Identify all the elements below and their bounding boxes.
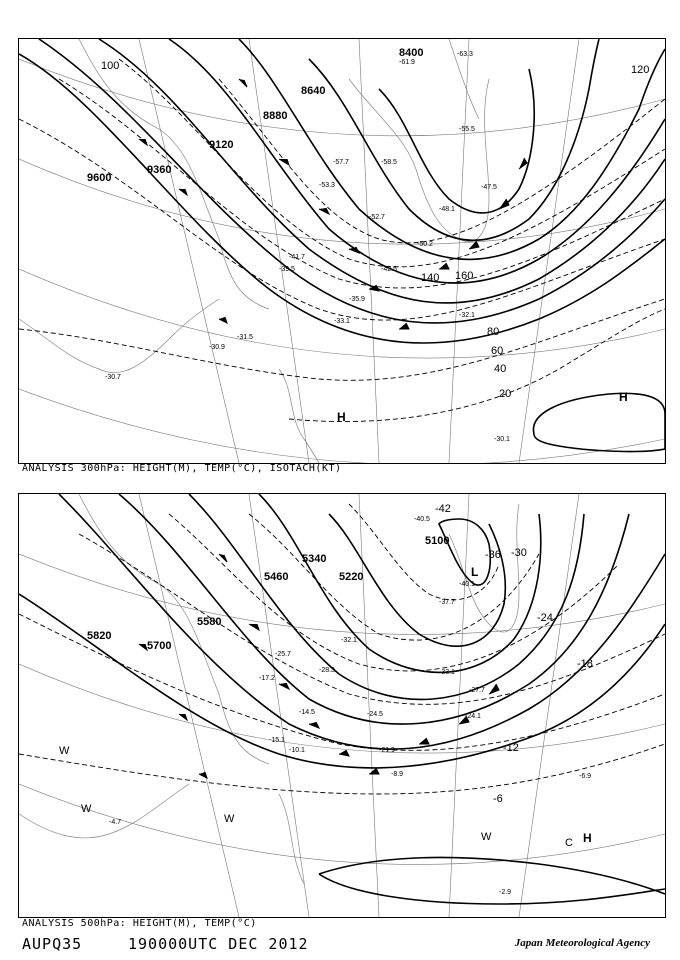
isotach-label-60: 60: [491, 345, 504, 357]
temperature-label: -50.2: [417, 241, 433, 248]
isotach-label-80: 80: [487, 326, 500, 338]
height-label-9120: 9120: [209, 139, 234, 151]
height-label-8640: 8640: [301, 85, 326, 97]
temperature-label: -21.9: [379, 747, 395, 754]
isotach-label-100: 100: [101, 60, 120, 72]
temperature-label: -40.5: [414, 516, 430, 523]
isotherm-label-m18: -18: [577, 658, 593, 670]
temperature-label: -8.9: [391, 771, 404, 778]
caption-500hpa: ANALYSIS 500hPa: HEIGHT(M), TEMP(°C): [22, 918, 257, 929]
map-500hpa-canvas: [19, 494, 665, 917]
height-label-9360: 9360: [147, 164, 172, 176]
warm-marker: W: [224, 813, 235, 825]
wind-barbs: [139, 554, 499, 778]
temperature-label: -6.9: [579, 773, 592, 780]
temperature-label: -27.7: [469, 687, 485, 694]
isotherm-label-m42: -42: [435, 503, 451, 515]
isotherm-labels-500: [435, 503, 593, 805]
temperature-label: -32.1: [341, 637, 357, 644]
isotherm-label-m30: -30: [511, 547, 527, 559]
isotherm-label-m24: -24: [537, 612, 553, 624]
height-label-8880: 8880: [263, 110, 288, 122]
height-label-9600: 9600: [87, 172, 112, 184]
isotach-label-20: 20: [499, 388, 512, 400]
temperature-label: -40.1: [459, 581, 475, 588]
temperature-label: -14.5: [299, 709, 315, 716]
temperature-label: -37.7: [439, 599, 455, 606]
temperature-label: -33.1: [334, 318, 350, 325]
high-pressure-marker: H: [337, 410, 346, 424]
wind-barbs: [139, 79, 527, 329]
temperature-label: -33.1: [439, 669, 455, 676]
low-pressure-marker: L: [471, 565, 479, 579]
temperature-label: -47.5: [481, 184, 497, 191]
isotach-label-160: 160: [455, 270, 474, 282]
isotherm-label-m12: -12: [503, 742, 519, 754]
analysis-500hpa-map: [18, 493, 666, 918]
isotach-label-40: 40: [494, 363, 507, 375]
temperature-label: -32.1: [459, 312, 475, 319]
warm-marker: W: [481, 831, 492, 843]
temperature-label: -53.3: [319, 182, 335, 189]
temperature-label: -31.5: [237, 334, 253, 341]
warm-marker: W: [81, 803, 92, 815]
temperature-label: -48.1: [439, 206, 455, 213]
temperature-label: -28.3: [319, 667, 335, 674]
isotherm-label-m6: -6: [493, 793, 503, 805]
isotach-label-140: 140: [421, 272, 440, 284]
temperature-label: -35.9: [349, 296, 365, 303]
height-label-8400: 8400: [399, 47, 424, 59]
temperature-label: -25.7: [275, 651, 291, 658]
height-label-5700: 5700: [147, 640, 172, 652]
height-label-5580: 5580: [197, 616, 222, 628]
temperature-label: -10.1: [289, 747, 305, 754]
warm-marker: W: [59, 745, 70, 757]
temperature-label: -17.2: [259, 675, 275, 682]
temperature-label: -42.5: [381, 266, 397, 273]
temperature-label: -39.5: [279, 266, 295, 273]
temperature-label: -57.7: [333, 159, 349, 166]
map-300hpa-canvas: [19, 39, 665, 463]
high-pressure-marker: H: [583, 831, 592, 845]
valid-time: 190000UTC DEC 2012: [128, 935, 309, 953]
temperature-label: -2.9: [499, 889, 512, 896]
temperature-label: -41.7: [289, 254, 305, 261]
temperature-label: -61.9: [399, 59, 415, 66]
agency-name: Japan Meteorological Agency: [514, 937, 650, 949]
temperature-label: -63.3: [457, 51, 473, 58]
temperature-label: -15.1: [269, 737, 285, 744]
height-label-5460: 5460: [264, 571, 289, 583]
height-contours: [19, 39, 665, 451]
height-label-5340: 5340: [302, 553, 327, 565]
chart-code: AUPQ35: [22, 935, 83, 953]
temperature-label: -24.5: [367, 711, 383, 718]
graticule: [19, 494, 665, 917]
isotherm-label-m36: -36: [485, 549, 501, 561]
high-pressure-marker: H: [619, 390, 628, 404]
cold-center-marker: C: [565, 837, 573, 849]
temperature-label: -4.7: [109, 819, 122, 826]
height-label-5220: 5220: [339, 571, 364, 583]
caption-300hpa: ANALYSIS 300hPa: HEIGHT(M), TEMP(°C), ISOTACH(KT): [22, 463, 342, 474]
temperature-label: -30.1: [494, 436, 510, 443]
temperature-label: -30.7: [105, 374, 121, 381]
coastlines: [19, 39, 489, 463]
isotach-label-120: 120: [631, 64, 650, 76]
temperature-label: -24.1: [465, 713, 481, 720]
temperature-label: -30.9: [209, 344, 225, 351]
height-label-5820: 5820: [87, 630, 112, 642]
coastlines: [19, 494, 519, 884]
height-label-5100: 5100: [425, 535, 450, 547]
temperature-label: -55.5: [459, 126, 475, 133]
temperature-label: -52.7: [369, 214, 385, 221]
analysis-300hpa-map: [18, 38, 666, 464]
temperature-label: -58.5: [381, 159, 397, 166]
